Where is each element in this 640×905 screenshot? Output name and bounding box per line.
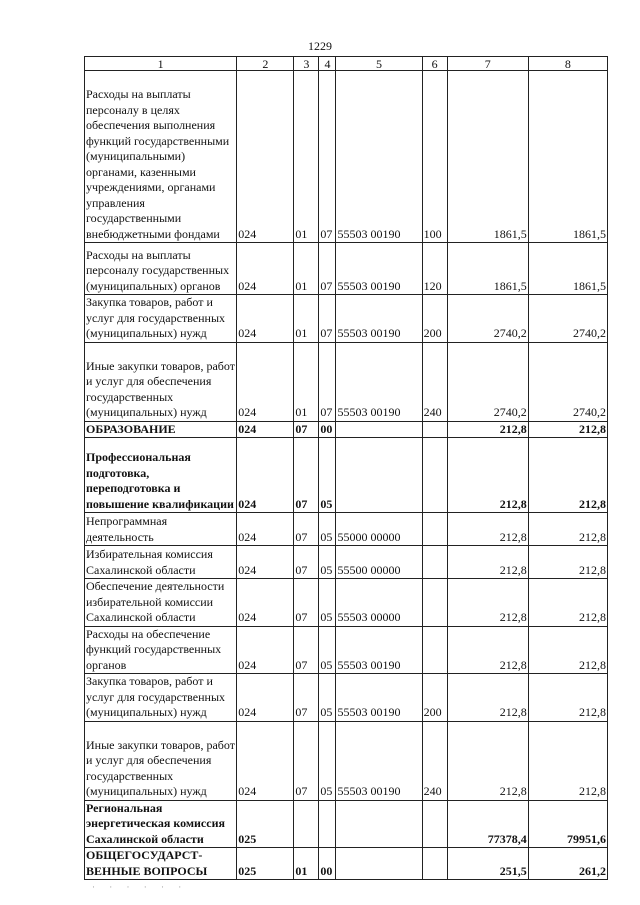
row-code-target: 55503 00190 <box>336 342 422 421</box>
row-code-target <box>336 438 422 513</box>
row-code-section: 01 <box>294 243 319 295</box>
table-row <box>85 421 608 438</box>
row-amount-col7: 2740,2 <box>447 295 528 343</box>
table-row <box>85 579 608 627</box>
table-body <box>85 71 608 880</box>
row-code-admin: 024 <box>237 71 294 243</box>
row-code-section: 07 <box>294 438 319 513</box>
row-code-admin: 024 <box>237 438 294 513</box>
row-amount-col8: 212,8 <box>528 626 607 674</box>
budget-table <box>84 56 608 880</box>
row-code-section: 07 <box>294 421 319 438</box>
row-code-section: 01 <box>294 848 319 880</box>
row-code-subsection: 07 <box>319 243 336 295</box>
row-amount-col7: 212,8 <box>447 721 528 800</box>
row-code-admin: 024 <box>237 295 294 343</box>
row-code-subsection: 05 <box>319 721 336 800</box>
row-code-section: 07 <box>294 546 319 579</box>
table-header-row <box>85 57 608 71</box>
row-code-section: 07 <box>294 626 319 674</box>
row-code-section: 07 <box>294 721 319 800</box>
row-code-section <box>294 800 319 848</box>
row-code-admin: 024 <box>237 243 294 295</box>
row-code-admin: 025 <box>237 848 294 880</box>
row-code-subsection: 07 <box>319 342 336 421</box>
row-code-subsection: 05 <box>319 513 336 546</box>
row-amount-col8: 2740,2 <box>528 295 607 343</box>
row-code-section: 07 <box>294 674 319 722</box>
row-name: Иные закупки товаров, работ и услуг для обеспечения государственных (муниципальных) нужд <box>85 342 237 421</box>
row-code-admin: 024 <box>237 674 294 722</box>
row-amount-col7: 1861,5 <box>447 243 528 295</box>
row-name: Расходы на выплаты персоналу государственных (муниципальных) органов <box>85 243 237 295</box>
table-row <box>85 848 608 880</box>
row-code-type: 200 <box>422 674 447 722</box>
row-amount-col8: 212,8 <box>528 721 607 800</box>
row-amount-col7: 251,5 <box>447 848 528 880</box>
column-header: 8 <box>528 57 607 71</box>
row-code-target: 55503 00190 <box>336 243 422 295</box>
table-row <box>85 243 608 295</box>
row-amount-col7: 212,8 <box>447 546 528 579</box>
row-amount-col8: 212,8 <box>528 579 607 627</box>
row-amount-col8: 261,2 <box>528 848 607 880</box>
row-code-type: 100 <box>422 71 447 243</box>
row-code-admin: 024 <box>237 626 294 674</box>
row-code-target: 55000 00000 <box>336 513 422 546</box>
row-code-subsection: 00 <box>319 848 336 880</box>
column-header: 2 <box>237 57 294 71</box>
row-code-type <box>422 800 447 848</box>
row-code-target: 55503 00190 <box>336 721 422 800</box>
row-code-admin: 024 <box>237 421 294 438</box>
row-code-admin: 024 <box>237 579 294 627</box>
row-code-type: 240 <box>422 342 447 421</box>
row-code-subsection: 05 <box>319 438 336 513</box>
row-amount-col8: 212,8 <box>528 674 607 722</box>
row-amount-col8: 1861,5 <box>528 243 607 295</box>
row-code-target: 55503 00190 <box>336 295 422 343</box>
row-code-target <box>336 848 422 880</box>
row-name: Обеспечение деятельности избирательной комиссии Сахалинской области <box>85 579 237 627</box>
row-amount-col8: 212,8 <box>528 513 607 546</box>
row-code-admin: 024 <box>237 546 294 579</box>
column-header: 5 <box>336 57 422 71</box>
row-amount-col7: 2740,2 <box>447 342 528 421</box>
row-code-target: 55500 00000 <box>336 546 422 579</box>
table-row <box>85 71 608 243</box>
row-code-admin: 024 <box>237 721 294 800</box>
row-amount-col7: 212,8 <box>447 674 528 722</box>
row-code-subsection: 07 <box>319 295 336 343</box>
table-row <box>85 800 608 848</box>
row-code-target <box>336 421 422 438</box>
row-name: ОБРАЗОВАНИЕ <box>85 421 237 438</box>
row-code-target: 55503 00190 <box>336 674 422 722</box>
row-amount-col7: 212,8 <box>447 626 528 674</box>
row-amount-col8: 212,8 <box>528 421 607 438</box>
column-header: 6 <box>422 57 447 71</box>
row-code-type <box>422 848 447 880</box>
row-name: Профессиональная подготовка, переподготовка и повышение квалификации <box>85 438 237 513</box>
row-code-section: 01 <box>294 71 319 243</box>
row-amount-col8: 1861,5 <box>528 71 607 243</box>
column-header: 7 <box>447 57 528 71</box>
row-amount-col7: 212,8 <box>447 579 528 627</box>
row-amount-col7: 212,8 <box>447 438 528 513</box>
row-code-subsection: 00 <box>319 421 336 438</box>
row-code-type <box>422 513 447 546</box>
row-code-subsection <box>319 800 336 848</box>
row-code-target <box>336 800 422 848</box>
row-code-type: 240 <box>422 721 447 800</box>
row-code-type <box>422 626 447 674</box>
column-header: 3 <box>294 57 319 71</box>
row-code-subsection: 05 <box>319 546 336 579</box>
row-name: Избирательная комиссия Сахалинской области <box>85 546 237 579</box>
row-code-subsection: 07 <box>319 71 336 243</box>
row-amount-col7: 212,8 <box>447 421 528 438</box>
row-code-target: 55503 00190 <box>336 71 422 243</box>
row-code-type <box>422 579 447 627</box>
row-amount-col8: 212,8 <box>528 546 607 579</box>
row-code-subsection: 05 <box>319 579 336 627</box>
row-code-section: 01 <box>294 295 319 343</box>
table-row <box>85 513 608 546</box>
row-code-admin: 024 <box>237 513 294 546</box>
table-row <box>85 674 608 722</box>
row-name: Закупка товаров, работ и услуг для государственных (муниципальных) нужд <box>85 674 237 722</box>
row-code-section: 07 <box>294 513 319 546</box>
row-code-type <box>422 546 447 579</box>
row-code-section: 07 <box>294 579 319 627</box>
row-code-admin: 025 <box>237 800 294 848</box>
column-header: 1 <box>85 57 237 71</box>
table-row <box>85 438 608 513</box>
row-name: Региональная энергетическая комиссия Сахалинской области <box>85 800 237 848</box>
scan-noise: · · · · · · <box>92 882 188 892</box>
table-row <box>85 295 608 343</box>
row-code-type <box>422 438 447 513</box>
row-name: Расходы на выплаты персоналу в целях обеспечения выполнения функций государственными (муниципальными) органами, казенными учреждениями, органами управления государственными внебюджетными фондами <box>85 71 237 243</box>
row-name: Расходы на обеспечение функций государственных органов <box>85 626 237 674</box>
row-amount-col8: 2740,2 <box>528 342 607 421</box>
row-amount-col7: 1861,5 <box>447 71 528 243</box>
table-row <box>85 342 608 421</box>
row-name: Непрограммная деятельность <box>85 513 237 546</box>
row-code-target: 55503 00190 <box>336 626 422 674</box>
row-code-subsection: 05 <box>319 674 336 722</box>
row-amount-col7: 77378,4 <box>447 800 528 848</box>
column-header: 4 <box>319 57 336 71</box>
row-code-type: 200 <box>422 295 447 343</box>
table-row <box>85 546 608 579</box>
row-name: Закупка товаров, работ и услуг для государственных (муниципальных) нужд <box>85 295 237 343</box>
row-amount-col7: 212,8 <box>447 513 528 546</box>
table-row <box>85 626 608 674</box>
row-name: Иные закупки товаров, работ и услуг для обеспечения государственных (муниципальных) нужд <box>85 721 237 800</box>
row-code-type: 120 <box>422 243 447 295</box>
page-number: 1229 <box>308 39 332 53</box>
row-amount-col8: 212,8 <box>528 438 607 513</box>
row-name: ОБЩЕГОСУДАРСТ-ВЕННЫЕ ВОПРОСЫ <box>85 848 237 880</box>
row-code-section: 01 <box>294 342 319 421</box>
table-row <box>85 721 608 800</box>
row-code-target: 55503 00000 <box>336 579 422 627</box>
row-code-subsection: 05 <box>319 626 336 674</box>
row-amount-col8: 79951,6 <box>528 800 607 848</box>
row-code-type <box>422 421 447 438</box>
row-code-admin: 024 <box>237 342 294 421</box>
